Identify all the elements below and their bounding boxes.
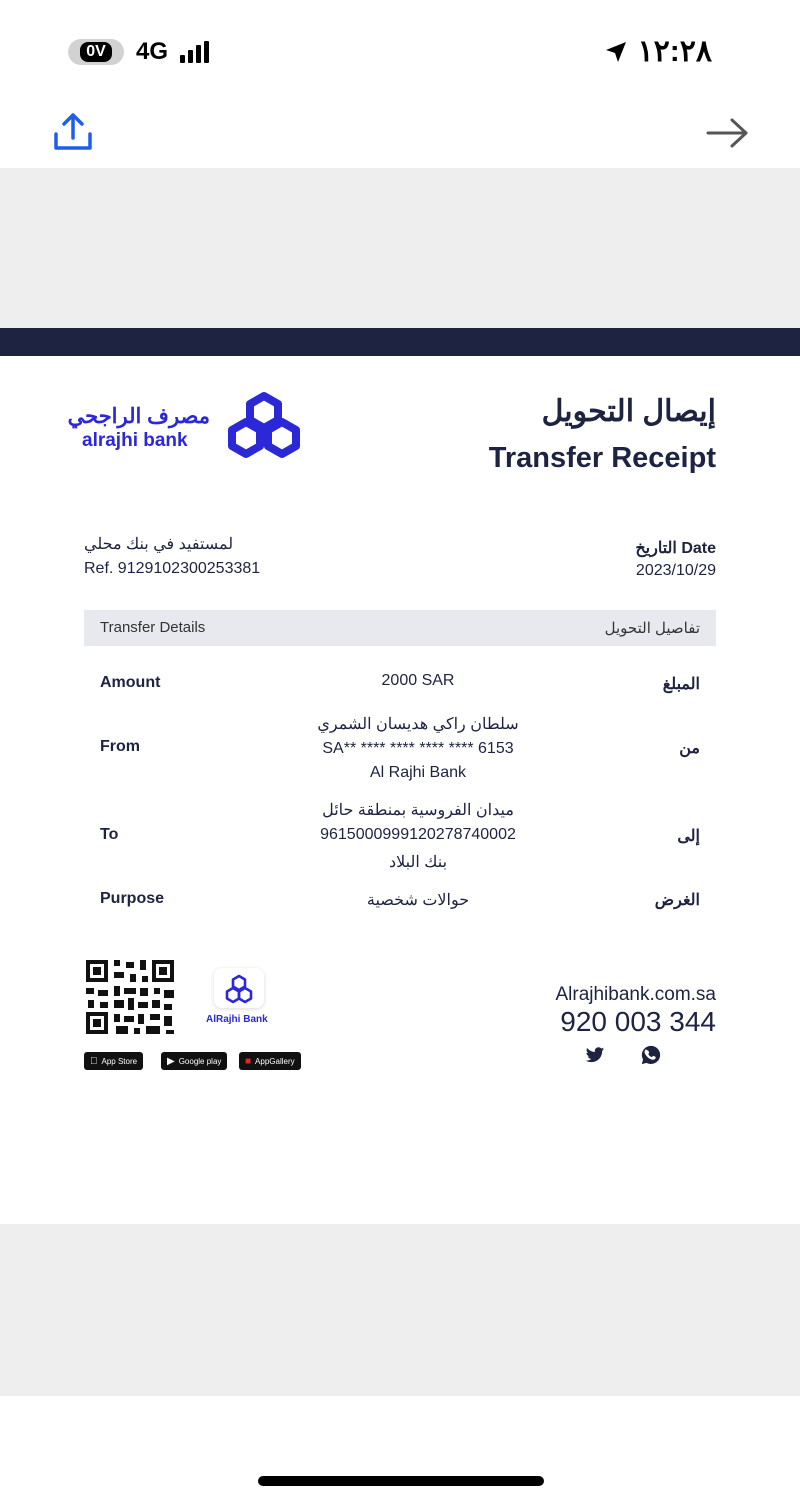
receipt-title-en: Transfer Receipt: [488, 442, 716, 474]
purpose-value: حوالات شخصية: [366, 892, 470, 909]
nav-bar: [0, 100, 800, 168]
to-account: 9615000999120278740002: [320, 826, 516, 843]
alrajhi-app-icon: [214, 968, 264, 1008]
website-link[interactable]: Alrajhibank.com.sa: [555, 984, 716, 1005]
to-label: To: [100, 826, 119, 843]
recording-indicator: [68, 39, 124, 65]
to-label-ar: إلى: [677, 828, 700, 845]
to-bank: بنك البلاد: [388, 854, 448, 871]
arrow-right-icon[interactable]: [704, 116, 750, 150]
receipt-top-band: [0, 328, 800, 356]
bank-name-en: alrajhi bank: [82, 430, 188, 451]
app-store-badge[interactable]: [84, 1052, 143, 1070]
from-label: From: [100, 738, 140, 755]
receipt-title-ar: إيصال التحويل: [541, 395, 716, 428]
google-play-label: Google play: [178, 1056, 222, 1066]
alrajhi-logo-icon: [222, 390, 306, 462]
transfer-receipt: [0, 328, 800, 1224]
to-name: ميدان الفروسية بمنطقة حائل: [322, 802, 514, 819]
home-indicator[interactable]: [258, 1476, 544, 1486]
bank-logo: [67, 392, 306, 462]
qr-code-icon: [84, 958, 176, 1036]
app-store-label: App Store: [94, 1056, 130, 1066]
document-viewer[interactable]: [0, 168, 800, 1396]
purpose-label: Purpose: [100, 890, 165, 907]
twitter-icon[interactable]: [584, 1044, 606, 1066]
from-bank: Al Rajhi Bank: [369, 764, 467, 781]
phone-number[interactable]: 920 003 344: [560, 1006, 716, 1037]
details-header: [84, 610, 716, 646]
bank-name-ar: مصرف الراجحي: [67, 405, 210, 428]
signal-icon: [180, 41, 209, 63]
amount-value: 2000 SAR: [381, 672, 455, 689]
google-play-badge[interactable]: [161, 1052, 227, 1070]
app-gallery-badge[interactable]: [239, 1052, 301, 1070]
from-account: SA** **** **** **** **** 6153: [322, 740, 514, 757]
network-type: 4G: [136, 38, 169, 65]
home-area: [0, 1396, 800, 1500]
reference-number: Ref. 9129102300253381: [84, 560, 261, 577]
details-header-ar: تفاصيل التحويل: [604, 620, 700, 637]
purpose-label-ar: الغرض: [654, 892, 700, 909]
status-left: [68, 38, 209, 66]
app-gallery-label: AppGallery: [255, 1056, 295, 1066]
from-name: سلطان راكي هديسان الشمري: [317, 716, 519, 733]
status-bar: [0, 0, 800, 100]
play-icon: ▶: [167, 1055, 175, 1067]
share-icon[interactable]: [50, 112, 96, 152]
recording-label: 0V: [80, 42, 112, 62]
beneficiary-type: لمستفيد في بنك محلي: [84, 536, 234, 553]
date-label: التاريخ Date: [635, 540, 716, 557]
app-icon: [214, 968, 264, 1008]
location-arrow-icon: [604, 40, 628, 64]
status-right: [604, 34, 712, 69]
app-name: AlRajhi Bank: [206, 1014, 268, 1025]
clock: ١٢:٢٨: [637, 35, 712, 68]
from-label-ar: من: [679, 740, 700, 757]
amount-label: Amount: [100, 674, 161, 691]
details-header-en: Transfer Details: [100, 619, 206, 636]
date-value: 2023/10/29: [635, 562, 716, 579]
apple-icon: [90, 1056, 98, 1067]
huawei-icon: ■: [245, 1055, 252, 1067]
amount-label-ar: المبلغ: [662, 676, 700, 693]
whatsapp-icon[interactable]: [640, 1044, 662, 1066]
